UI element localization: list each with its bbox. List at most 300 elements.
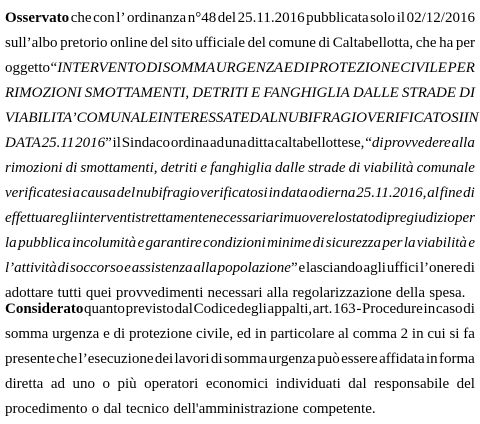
text-run: regolarizzazione: [292, 285, 392, 301]
word: [427, 322, 445, 347]
word: [144, 372, 198, 397]
italic-run: 2016: [75, 135, 106, 151]
text-run: ha: [439, 35, 454, 51]
italic-run: smottamenti,: [80, 160, 158, 176]
italic-run: la: [5, 235, 17, 251]
word: [78, 206, 135, 231]
word: [118, 372, 137, 397]
word: [379, 347, 425, 372]
word: [122, 131, 170, 156]
word: [284, 56, 293, 81]
word: [263, 81, 349, 106]
text-run: si: [449, 326, 460, 342]
text-line: [5, 256, 475, 281]
italic-run: DI: [146, 60, 163, 76]
word: [356, 297, 361, 322]
italic-run: fine: [439, 185, 463, 201]
word: [5, 372, 43, 397]
word: [5, 6, 69, 31]
word: [132, 256, 193, 281]
italic-run: FANGHIGLIA: [263, 85, 350, 101]
text-run: ufficiale: [195, 35, 246, 51]
word: [439, 347, 475, 372]
text-run: pubblicata: [306, 10, 369, 26]
word: [56, 347, 77, 372]
text-run: somma: [223, 351, 268, 367]
text-line: [5, 347, 475, 372]
word: [5, 31, 58, 56]
word: [126, 397, 169, 422]
text-run: 25.11.2016: [237, 10, 305, 26]
word: [308, 156, 346, 181]
word: [268, 31, 315, 56]
word: [237, 297, 267, 322]
word: [420, 256, 462, 281]
italic-run: COMUNALE: [76, 110, 158, 126]
word: [407, 6, 475, 31]
text-run: del: [150, 35, 169, 51]
word: [439, 31, 453, 56]
text-run: somma: [5, 326, 49, 342]
text-line: [5, 206, 475, 231]
text-run: dal: [348, 376, 367, 392]
text-run: procedimento: [5, 401, 88, 417]
italic-run: effettuare: [5, 210, 62, 226]
text-run: individuati: [275, 376, 341, 392]
text-run: l’esecuzione: [78, 351, 154, 367]
text-run: art.: [312, 301, 333, 317]
word: [158, 106, 250, 131]
text-run: 2: [400, 326, 409, 342]
word: [93, 6, 115, 31]
word: [72, 231, 136, 256]
word: [456, 31, 475, 56]
word: [114, 322, 126, 347]
italic-run: VIABILITA’: [5, 110, 77, 126]
word: [303, 397, 376, 422]
word: [171, 131, 209, 156]
word: [449, 322, 459, 347]
text-line: [5, 106, 479, 131]
italic-run: odierna: [308, 185, 356, 201]
text-run: tutti: [57, 285, 82, 301]
word: [5, 347, 55, 372]
word: [436, 297, 463, 322]
word: [275, 156, 305, 181]
italic-run: pubblica: [18, 235, 71, 251]
italic-run: di: [312, 235, 325, 251]
italic-run: DAL: [249, 110, 278, 126]
word: [412, 322, 424, 347]
word: [319, 31, 331, 56]
word: [463, 297, 475, 322]
word: [275, 131, 365, 156]
word: [251, 81, 260, 106]
word: [5, 156, 63, 181]
text-run: del: [217, 10, 237, 26]
word: [313, 231, 325, 256]
italic-run: STRADE: [401, 85, 457, 101]
italic-run: lo: [334, 210, 347, 226]
italic-run: e: [468, 235, 475, 251]
word: [66, 156, 78, 181]
word: [81, 181, 116, 206]
word: [310, 56, 400, 81]
italic-run: stato: [346, 210, 376, 226]
word: [77, 106, 158, 131]
text-run: con: [93, 10, 115, 26]
word: [401, 322, 409, 347]
word: [173, 397, 298, 422]
word: [211, 347, 223, 372]
word: [353, 81, 399, 106]
italic-run: a: [72, 185, 81, 201]
text-run: alla: [266, 285, 289, 301]
text-run: forma: [439, 351, 475, 367]
text-run: Codice: [193, 301, 237, 317]
text-run: del: [456, 376, 475, 392]
text-run: o: [102, 376, 110, 392]
text-run: o: [91, 401, 100, 417]
word: [457, 372, 475, 397]
text-run: di: [463, 301, 475, 317]
word: [333, 297, 356, 322]
word: [269, 181, 281, 206]
word: [356, 181, 426, 206]
word: [71, 6, 92, 31]
word: [200, 156, 207, 181]
text-line: [5, 56, 475, 81]
text-run: al: [338, 326, 349, 342]
word: [427, 181, 439, 206]
text-run: uno: [72, 376, 95, 392]
italic-run: DI: [459, 85, 475, 101]
italic-run: incolumità: [71, 235, 137, 251]
word: [136, 181, 199, 206]
italic-run: in: [268, 185, 281, 201]
bold-run: Considerato: [5, 301, 84, 317]
word: [60, 31, 107, 56]
text-run: Sindaco: [121, 135, 171, 151]
word: [334, 206, 346, 231]
text-run: presente: [5, 351, 55, 367]
text-run: online: [110, 35, 148, 51]
text-run: operatori: [144, 376, 199, 392]
italic-run: DALLE: [352, 85, 399, 101]
italic-run: verificatosi: [200, 185, 268, 201]
word: [402, 81, 456, 106]
word: [79, 347, 154, 372]
word: [161, 156, 198, 181]
word: [103, 372, 111, 397]
text-run: il: [112, 135, 121, 151]
text-run: lavori: [174, 351, 210, 367]
word: [268, 297, 313, 322]
text-run: della: [395, 285, 425, 301]
italic-run: per: [454, 210, 475, 226]
italic-run: strade: [308, 160, 346, 176]
word: [362, 297, 423, 322]
italic-run: RIMOZIONI: [5, 85, 82, 101]
italic-run: popolazione: [217, 260, 291, 276]
word: [188, 6, 217, 31]
text-run: competente.: [302, 401, 376, 417]
word: [417, 231, 467, 256]
text-run: ordinanza: [127, 10, 187, 26]
italic-run: di: [375, 210, 388, 226]
word: [313, 297, 333, 322]
word: [237, 322, 251, 347]
word: [459, 81, 475, 106]
word: [218, 256, 298, 281]
italic-run: pregiudizio: [387, 210, 455, 226]
word: [171, 31, 193, 56]
word: [353, 322, 397, 347]
word: [195, 31, 245, 56]
italic-run: necessari: [209, 210, 266, 226]
word: [276, 372, 341, 397]
word: [440, 181, 463, 206]
text-line: [5, 372, 475, 397]
italic-run: detriti: [160, 160, 198, 176]
italic-run: di: [348, 160, 361, 176]
italic-run: alla: [451, 135, 475, 151]
word: [269, 347, 316, 372]
word: [384, 131, 450, 156]
text-run: l’: [116, 10, 126, 26]
text-run: comune: [268, 35, 316, 51]
text-run: dal: [103, 401, 122, 417]
word: [5, 256, 57, 281]
italic-run: URGENZA: [215, 60, 284, 76]
word: [455, 206, 475, 231]
word: [124, 256, 131, 281]
considerato-paragraph: [5, 297, 475, 422]
word: [463, 256, 475, 281]
text-run: essere: [341, 351, 378, 367]
italic-run: rimuovere: [273, 210, 335, 226]
word: [5, 397, 87, 422]
word: [5, 181, 72, 206]
text-run: protezione: [128, 326, 193, 342]
text-run: Procedure: [362, 301, 423, 317]
word: [194, 297, 237, 322]
text-run: tecnico: [125, 401, 170, 417]
word: [103, 397, 121, 422]
text-run: cui: [427, 326, 446, 342]
italic-run: assistenza: [131, 260, 193, 276]
text-run: “: [50, 60, 58, 76]
word: [113, 131, 121, 156]
word: [387, 256, 419, 281]
text-line: [5, 181, 475, 206]
word: [249, 106, 277, 131]
text-run: caso: [435, 301, 463, 317]
word: [247, 131, 274, 156]
italic-run: VERIFICATOSI: [366, 110, 464, 126]
word: [73, 181, 81, 206]
text-run: che: [70, 10, 92, 26]
word: [346, 206, 375, 231]
text-run: ed: [236, 326, 252, 342]
word: [5, 297, 83, 322]
text-run: sull’albo: [5, 35, 58, 51]
text-run: e: [103, 326, 110, 342]
italic-run: E: [251, 85, 261, 101]
italic-run: 25.11.2016,: [356, 185, 427, 201]
text-run: degli: [236, 301, 267, 317]
word: [349, 156, 361, 181]
text-run: affidata: [379, 351, 425, 367]
word: [73, 372, 96, 397]
word: [58, 256, 70, 281]
text-run: dell'amministrazione: [173, 401, 299, 417]
text-run: l’onere: [419, 260, 463, 276]
word: [51, 372, 65, 397]
text-line: [5, 31, 475, 56]
text-run: una: [224, 135, 247, 151]
text-run: Caltabellotta,: [332, 35, 414, 51]
word: [150, 31, 168, 56]
word: [84, 297, 125, 322]
word: [5, 322, 48, 347]
text-run: quanto: [84, 301, 125, 317]
italic-run: strettamente: [135, 210, 209, 226]
italic-run: interventi: [77, 210, 136, 226]
italic-run: provvedere: [384, 135, 451, 151]
text-run: -: [356, 301, 362, 317]
word: [464, 106, 479, 131]
italic-run: NUBIFRAGIO: [277, 110, 367, 126]
word: [5, 106, 77, 131]
text-run: del: [247, 35, 266, 51]
text-run: in: [254, 326, 267, 342]
italic-run: data: [281, 185, 308, 201]
italic-run: e: [137, 235, 145, 251]
word: [404, 231, 416, 256]
text-run: oggetto: [5, 60, 50, 76]
text-run: ”: [105, 135, 112, 151]
word: [216, 56, 284, 81]
text-run: caltabellottese,: [274, 135, 365, 151]
text-run: responsabile: [374, 376, 450, 392]
text-run: e: [298, 260, 306, 276]
italic-run: PROTEZIONE: [309, 60, 400, 76]
word: [387, 206, 455, 231]
word: [400, 56, 447, 81]
text-line: [5, 397, 475, 422]
italic-run: viabilità: [416, 235, 467, 251]
text-run: uffici: [386, 260, 420, 276]
word: [92, 397, 100, 422]
word: [196, 322, 233, 347]
bold-run: Osservato: [5, 10, 70, 26]
italic-run: sicurezza: [325, 235, 382, 251]
word: [203, 231, 266, 256]
word: [126, 297, 174, 322]
italic-run: IN: [463, 110, 479, 126]
italic-run: DATA: [5, 135, 41, 151]
italic-run: fanghiglia: [210, 160, 272, 176]
italic-run: dalle: [274, 160, 305, 176]
word: [175, 297, 193, 322]
word: [5, 131, 41, 156]
italic-run: INTERVENTO: [57, 60, 146, 76]
italic-run: viabilità: [363, 160, 414, 176]
text-run: n°48: [187, 10, 217, 26]
word: [51, 56, 146, 81]
text-run: più: [117, 376, 137, 392]
italic-run: rimozioni: [5, 160, 63, 176]
observato-paragraph: [5, 6, 479, 306]
word: [417, 156, 475, 181]
word: [18, 231, 71, 256]
word: [426, 347, 438, 372]
word: [416, 31, 437, 56]
word: [374, 372, 449, 397]
text-run: di: [463, 260, 475, 276]
word: [117, 181, 135, 206]
word: [146, 231, 202, 256]
word: [138, 231, 145, 256]
text-line: [5, 131, 475, 156]
text-run: 163: [333, 301, 356, 317]
italic-run: del: [116, 185, 136, 201]
italic-run: per: [382, 235, 403, 251]
word: [218, 6, 236, 31]
text-line: [5, 81, 475, 106]
word: [278, 106, 367, 131]
text-run: pretorio: [60, 35, 108, 51]
text-run: può: [317, 351, 340, 367]
italic-run: SOMMA: [162, 60, 216, 76]
text-run: fa: [463, 326, 475, 342]
italic-run: la: [403, 235, 416, 251]
text-run: previsto: [125, 301, 174, 317]
italic-run: nubifragio: [135, 185, 200, 201]
word: [62, 206, 78, 231]
word: [206, 372, 268, 397]
text-line: [5, 297, 475, 322]
italic-run: condizioni: [203, 235, 266, 251]
word: [52, 322, 99, 347]
text-run: per: [455, 35, 475, 51]
italic-run: di: [371, 135, 384, 151]
word: [293, 56, 309, 81]
word: [85, 81, 189, 106]
italic-run: di: [57, 260, 70, 276]
word: [146, 56, 162, 81]
italic-run: alla: [193, 260, 217, 276]
word: [225, 131, 247, 156]
text-run: ad: [209, 135, 225, 151]
text-run: necessari: [207, 285, 263, 301]
italic-run: di: [463, 185, 475, 201]
word: [326, 231, 381, 256]
text-run: di: [113, 326, 126, 342]
text-run: il: [396, 10, 406, 26]
word: [5, 206, 62, 231]
word: [367, 106, 464, 131]
italic-run: di: [65, 160, 78, 176]
text-run: quei: [85, 285, 112, 301]
text-run: agli: [363, 260, 386, 276]
text-run: in: [423, 301, 436, 317]
word: [224, 347, 267, 372]
text-run: che: [56, 351, 78, 367]
word: [75, 131, 112, 156]
word: [447, 56, 475, 81]
